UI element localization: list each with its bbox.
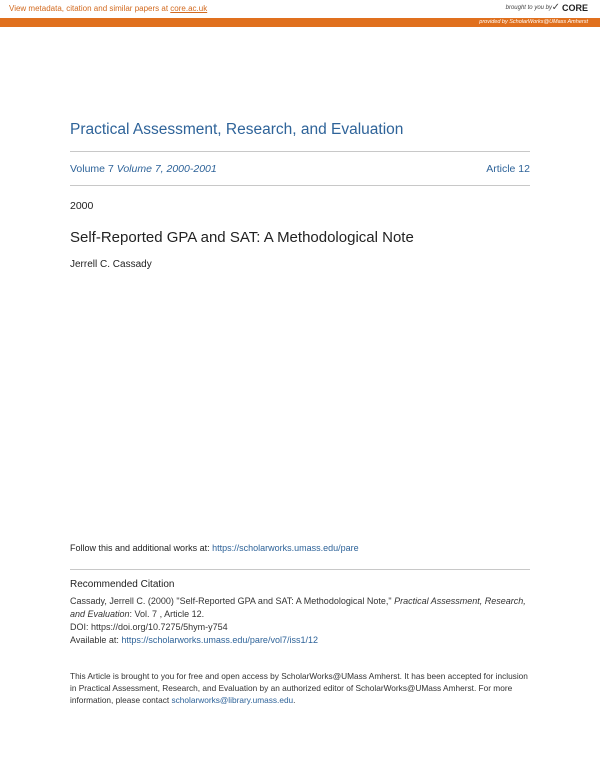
citation-block xyxy=(70,595,530,647)
available-label: Available at: xyxy=(70,635,122,645)
journal-title[interactable]: Practical Assessment, Research, and Evaluation xyxy=(70,121,404,138)
provided-by-text: provided by ScholarWorks@UMass Amherst xyxy=(479,19,588,25)
citation-volume: : Vol. 7 , Article 12. xyxy=(129,609,205,619)
core-logo[interactable] xyxy=(552,2,588,13)
access-statement xyxy=(70,670,530,706)
access-text: This Article is brought to you for free and open access by ScholarWorks@UMass Amherst. It has been accepted for inclusion in Practical Assessment, Research, and Evaluation by an authorized editor of ScholarWorks@UMass Amherst. For more information, please contact xyxy=(70,671,528,705)
core-logo-icon: ✓ xyxy=(551,2,560,13)
volume-line xyxy=(70,163,530,175)
core-metadata-link[interactable] xyxy=(9,4,207,13)
divider-top xyxy=(70,151,530,152)
follow-link[interactable]: https://scholarworks.umass.edu/pare xyxy=(212,543,359,553)
citation-doi: DOI: https://doi.org/10.7275/5hym-y754 xyxy=(70,622,228,632)
volume-issue-link[interactable]: Volume 7, 2000-2001 xyxy=(116,163,217,175)
citation-journal: Practical Assessment, Research, and Evaluation xyxy=(70,596,526,619)
divider-citation xyxy=(70,569,530,570)
available-link[interactable]: https://scholarworks.umass.edu/pare/vol7/iss1/12 xyxy=(121,635,318,645)
contact-email-link[interactable]: scholarworks@library.umass.edu xyxy=(171,695,294,705)
citation-text xyxy=(70,595,530,621)
article-author: Jerrell C. Cassady xyxy=(70,259,152,270)
article-title: Self-Reported GPA and SAT: A Methodological Note xyxy=(70,229,414,246)
core-banner xyxy=(0,0,600,18)
citation-line1: Cassady, Jerrell C. (2000) "Self-Reported GPA and SAT: A Methodological Note," xyxy=(70,596,395,606)
divider-volume xyxy=(70,185,530,186)
follow-text: Follow this and additional works at: xyxy=(70,543,213,553)
core-ac-uk-link[interactable]: core.ac.uk xyxy=(170,4,208,13)
core-provided-bar xyxy=(0,18,600,27)
core-logo-label: CORE xyxy=(561,2,588,13)
access-end: . xyxy=(293,695,296,705)
citation-available xyxy=(70,634,530,647)
volume-link[interactable]: Volume 7 xyxy=(70,163,114,175)
recommended-citation-heading: Recommended Citation xyxy=(70,579,175,590)
article-number[interactable]: Article 12 xyxy=(486,163,530,175)
core-metadata-text: View metadata, citation and similar papers at xyxy=(9,4,171,13)
brought-by-text: brought to you by xyxy=(505,5,552,11)
publication-year: 2000 xyxy=(70,200,94,212)
follow-line xyxy=(70,543,359,553)
